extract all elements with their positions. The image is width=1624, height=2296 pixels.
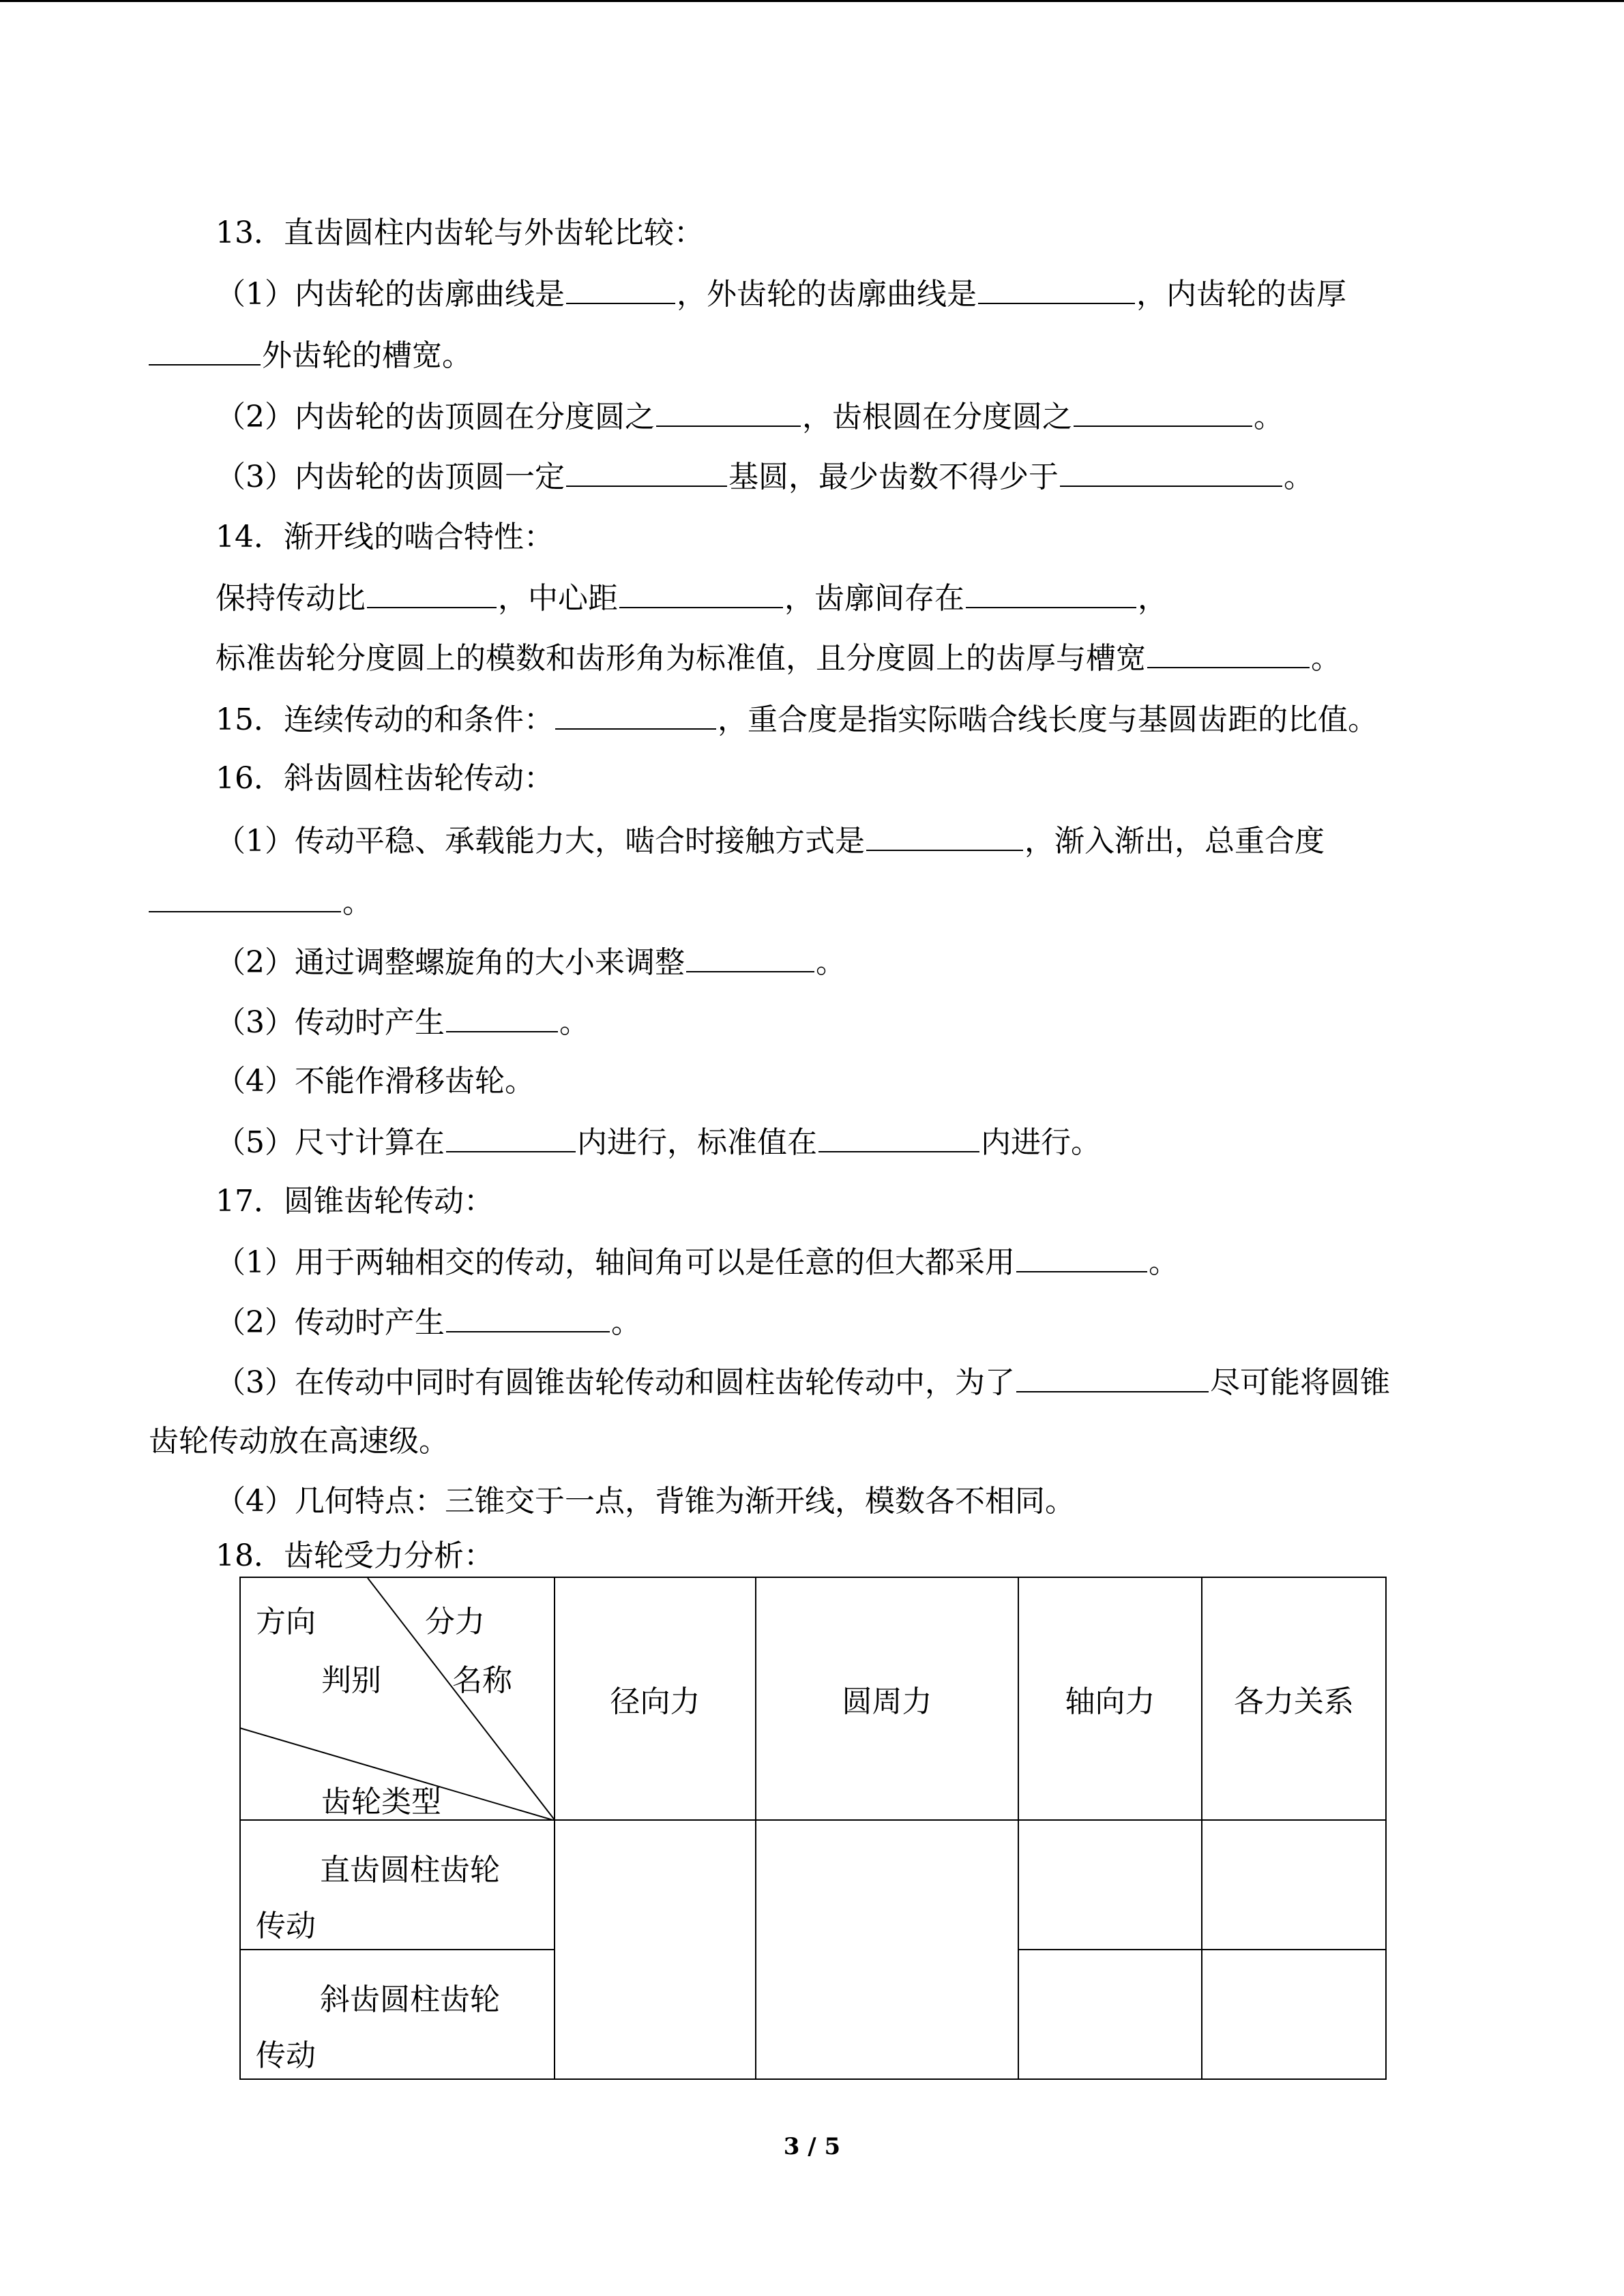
q16-part5: （5）尺寸计算在 内进行，标准值在 内进行。: [216, 1121, 1101, 1163]
answer-blank[interactable]: [1147, 637, 1310, 668]
force-analysis-table: [239, 1577, 1387, 2080]
q16-part3: （3）传动时产生 。: [216, 1001, 589, 1043]
answer-blank[interactable]: [818, 1121, 979, 1152]
top-border-line: [0, 0, 1624, 2]
q16-part2: （2）通过调整螺旋角的大小来调整 。: [216, 941, 846, 983]
q17-title: 17．圆锥齿轮传动：: [216, 1184, 494, 1219]
header-axial-force: 轴向力: [1018, 1577, 1202, 1820]
q17-part3-line1: （3）在传动中同时有圆锥齿轮传动和圆柱齿轮传动中，为了 尽可能将圆锥: [216, 1361, 1390, 1403]
q16-part4: （4）不能作滑移齿轮。: [216, 1064, 535, 1099]
q16-title: 16．斜齿圆柱齿轮传动：: [216, 761, 554, 796]
q14-line2: 标准齿轮分度圆上的模数和齿形角为标准值，且分度圆上的齿厚与槽宽 。: [216, 637, 1341, 679]
answer-blank[interactable]: [966, 577, 1136, 608]
answer-blank[interactable]: [446, 1001, 558, 1032]
answer-blank[interactable]: [1060, 456, 1282, 487]
cell-axial-force-helical[interactable]: [1018, 1950, 1202, 2079]
q14-line1: 保持传动比 ，中心距 ，齿廓间存在 ，: [216, 577, 1168, 619]
answer-blank[interactable]: [149, 334, 261, 366]
answer-blank[interactable]: [1016, 1241, 1147, 1272]
table-corner-header: [240, 1577, 555, 1820]
q14-title: 14．渐开线的啮合特性：: [216, 520, 554, 554]
cell-axial-force-spur[interactable]: [1018, 1820, 1202, 1950]
row-label-helical-gear: 斜齿圆柱齿轮 传动: [240, 1950, 555, 2079]
answer-blank[interactable]: [446, 1121, 576, 1152]
q13-part3: （3）内齿轮的齿顶圆一定 基圆，最少齿数不得少于 。: [216, 456, 1314, 498]
answer-blank[interactable]: [149, 881, 341, 912]
q13-part1-line2: 外齿轮的槽宽。: [149, 334, 472, 376]
answer-blank[interactable]: [1016, 1361, 1209, 1392]
q17-part4: （4）几何特点：三锥交于一点，背锥为渐开线，模数各不相同。: [216, 1484, 1075, 1519]
answer-blank[interactable]: [555, 698, 716, 730]
header-tangential-force: 圆周力: [756, 1577, 1018, 1820]
corner-label-direction: 方向: [256, 1605, 316, 1639]
answer-blank[interactable]: [686, 941, 814, 972]
q18-title: 18．齿轮受力分析：: [216, 1538, 494, 1573]
q16-part1-line1: （1）传动平稳、承载能力大，啮合时接触方式是 ，渐入渐出，总重合度: [216, 820, 1325, 862]
cell-tangential-force[interactable]: [756, 1820, 1018, 2079]
header-radial-force: 径向力: [555, 1577, 756, 1820]
q13-part2: （2）内齿轮的齿顶圆在分度圆之 ，齿根圆在分度圆之 。: [216, 396, 1284, 438]
row-label-spur-gear: 直齿圆柱齿轮 传动: [240, 1820, 555, 1950]
answer-blank[interactable]: [446, 1301, 610, 1332]
answer-blank[interactable]: [566, 456, 727, 487]
corner-label-name: 名称: [452, 1663, 512, 1698]
q17-part3-line2: 齿轮传动放在高速级。: [149, 1424, 449, 1459]
q17-part2: （2）传动时产生 。: [216, 1301, 641, 1343]
q15-line: 15．连续传动的和条件： ，重合度是指实际啮合线长度与基圆齿距的比值。: [216, 698, 1378, 741]
page-number: 3 / 5: [783, 2133, 841, 2160]
cell-relation-spur[interactable]: [1202, 1820, 1386, 1950]
corner-label-gear-type: 齿轮类型: [321, 1785, 441, 1819]
answer-blank[interactable]: [619, 577, 783, 608]
answer-blank[interactable]: [978, 273, 1135, 304]
cell-radial-force[interactable]: [555, 1820, 756, 2079]
q16-part1-line2: 。: [149, 881, 372, 923]
header-force-relation: 各力关系: [1202, 1577, 1386, 1820]
cell-relation-helical[interactable]: [1202, 1950, 1386, 2079]
corner-label-judge: 判别: [321, 1663, 381, 1698]
answer-blank[interactable]: [656, 396, 801, 427]
q13-part1-line1: （1）内齿轮的齿廓曲线是 ，外齿轮的齿廓曲线是 ，内齿轮的齿厚: [216, 273, 1346, 315]
answer-blank[interactable]: [1074, 396, 1252, 427]
answer-blank[interactable]: [866, 820, 1023, 851]
answer-blank[interactable]: [566, 273, 675, 304]
corner-label-component: 分力: [425, 1605, 485, 1639]
answer-blank[interactable]: [367, 577, 497, 608]
q13-title: 13．直齿圆柱内齿轮与外齿轮比较：: [216, 215, 704, 250]
q17-part1: （1）用于两轴相交的传动，轴间角可以是任意的但大都采用 。: [216, 1241, 1179, 1283]
